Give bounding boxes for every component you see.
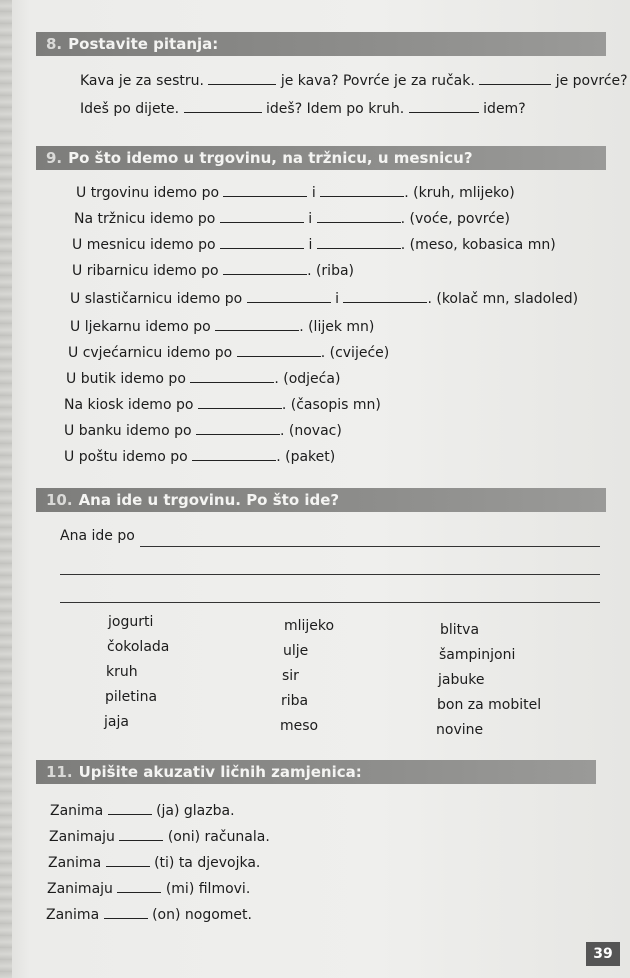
s9-row-text: U banku idemo po: [64, 423, 192, 439]
s11-row: [49, 828, 270, 845]
s11-row-blank[interactable]: [104, 906, 148, 919]
s9-row-blank-2[interactable]: [343, 290, 427, 303]
s8-line-2-blank-1[interactable]: [184, 100, 262, 113]
s9-row: [64, 396, 381, 413]
s9-row-blank[interactable]: [220, 236, 304, 249]
s11-row: [47, 880, 250, 897]
s9-row-blank-2[interactable]: [317, 210, 401, 223]
s9-row-text: U butik idemo po: [66, 371, 186, 387]
s9-row-hint: . (voće, povrće): [400, 211, 511, 227]
s9-row-blank[interactable]: [223, 184, 307, 197]
s9-row-blank[interactable]: [192, 448, 276, 461]
s9-row-blank[interactable]: [215, 318, 299, 331]
s9-row: [68, 344, 389, 361]
s9-row-hint: . (lijek mn): [299, 319, 375, 335]
s11-row-blank[interactable]: [119, 828, 163, 841]
s8-line-2-text-b: ideš? Idem po kruh.: [266, 101, 405, 117]
s8-line-2: [80, 100, 526, 117]
s9-row-hint: . (časopis mn): [281, 397, 381, 413]
page-number: 39: [586, 942, 620, 966]
s9-row-blank[interactable]: [198, 396, 282, 409]
s8-line-1-text-a: Kava je za sestru.: [80, 73, 204, 89]
s10-word: sir: [282, 668, 299, 684]
s10-word: jaja: [104, 714, 129, 730]
s9-row-conjunction: i: [311, 185, 316, 201]
s8-line-1-blank-2[interactable]: [479, 72, 551, 85]
s10-answer-line-2[interactable]: [60, 574, 600, 575]
s8-line-1-blank-1[interactable]: [208, 72, 276, 85]
s9-row-conjunction: i: [335, 291, 339, 307]
s9-row-text: U mesnicu idemo po: [72, 237, 216, 253]
section-9-header: [36, 146, 606, 170]
s9-row-conjunction: i: [308, 237, 313, 253]
s10-word: mlijeko: [284, 618, 335, 634]
s8-line-1: [80, 72, 628, 89]
s10-word: kruh: [106, 664, 138, 680]
s9-row-text: U poštu idemo po: [64, 449, 188, 465]
section-8-title: Postavite pitanja:: [68, 35, 219, 53]
s9-row-blank[interactable]: [196, 422, 280, 435]
s10-word: meso: [280, 718, 319, 734]
s11-row-text: (oni) računala.: [167, 829, 270, 845]
s9-row-text: U ljekarnu idemo po: [70, 319, 211, 335]
s9-row-blank[interactable]: [190, 370, 274, 383]
section-9-number: 9.: [46, 149, 63, 167]
s8-line-2-text-a: Ideš po dijete.: [80, 101, 180, 117]
s9-row-text: Na tržnicu idemo po: [74, 211, 216, 227]
s11-row-text: (mi) filmovi.: [165, 881, 251, 897]
s10-word: jogurti: [108, 614, 154, 630]
section-8-number: 8.: [46, 35, 63, 53]
s9-row-hint: . (odjeća): [274, 371, 341, 387]
s10-word: jabuke: [438, 672, 485, 688]
section-11-header: [36, 760, 596, 784]
s10-word: novine: [436, 722, 484, 738]
section-10-number: 10.: [46, 491, 73, 509]
s11-row-verb: Zanimaju: [47, 881, 113, 897]
s11-row-blank[interactable]: [117, 880, 161, 893]
section-9-title: Po što idemo u trgovinu, na tržnicu, u mesnicu?: [68, 149, 473, 167]
s11-row-verb: Zanima: [50, 803, 104, 819]
s11-row-verb: Zanima: [46, 907, 100, 923]
s9-row: [72, 262, 354, 279]
s10-word: bon za mobitel: [437, 697, 542, 713]
s10-word: piletina: [105, 689, 158, 705]
s11-row-text: (ti) ta djevojka.: [154, 855, 261, 871]
s10-word: riba: [281, 693, 309, 709]
s9-row-blank[interactable]: [237, 344, 321, 357]
s8-line-1-text-c: je povrće?: [555, 73, 628, 89]
s9-row-hint: . (riba): [307, 263, 354, 279]
section-11-title: Upišite akuzativ ličnih zamjenica:: [78, 763, 362, 781]
s9-row-text: U ribarnicu idemo po: [72, 263, 219, 279]
s9-row: [64, 448, 335, 465]
s9-row-blank[interactable]: [220, 210, 304, 223]
s9-row: [70, 290, 578, 307]
s9-row: [76, 184, 515, 201]
s9-row: [70, 318, 374, 335]
s10-word: ulje: [283, 643, 309, 659]
s9-row-hint: . (kruh, mlijeko): [404, 185, 515, 201]
s10-answer-line-1[interactable]: [140, 546, 600, 547]
s11-row-text: (on) nogomet.: [152, 907, 252, 923]
s9-row-conjunction: i: [308, 211, 313, 227]
s9-row-hint: . (cvijeće): [320, 345, 390, 361]
s11-row-blank[interactable]: [106, 854, 150, 867]
section-11-number: 11.: [46, 763, 73, 781]
s8-line-2-blank-2[interactable]: [409, 100, 479, 113]
s11-row: [46, 906, 252, 923]
s9-row-hint: . (kolač mn, sladoled): [427, 291, 579, 307]
s11-row-text: (ja) glazba.: [156, 803, 235, 819]
s8-line-2-text-c: idem?: [483, 101, 526, 117]
section-10-title: Ana ide u trgovinu. Po što ide?: [78, 491, 340, 509]
s11-row: [50, 802, 235, 819]
s8-line-1-text-b: je kava? Povrće je za ručak.: [280, 73, 475, 89]
s10-word: čokolada: [107, 639, 170, 655]
section-10-header: [36, 488, 606, 512]
s9-row-blank[interactable]: [223, 262, 307, 275]
s9-row-hint: . (meso, kobasica mn): [400, 237, 556, 253]
s9-row: [64, 422, 342, 439]
s9-row-text: Na kiosk idemo po: [64, 397, 194, 413]
s11-row-verb: Zanimaju: [49, 829, 115, 845]
s9-row: [74, 210, 510, 227]
s11-row-blank[interactable]: [108, 802, 152, 815]
s9-row-hint: . (paket): [276, 449, 336, 465]
s9-row-blank-2[interactable]: [317, 236, 401, 249]
s9-row-text: U trgovinu idemo po: [76, 185, 220, 201]
s9-row: [66, 370, 340, 387]
s9-row-text: U cvjećarnicu idemo po: [68, 345, 233, 361]
s11-row-verb: Zanima: [48, 855, 102, 871]
s10-answer-line-3[interactable]: [60, 602, 600, 603]
s9-row-text: U slastičarnicu idemo po: [70, 291, 243, 307]
s9-row: [72, 236, 556, 253]
s9-row-hint: . (novac): [279, 423, 342, 439]
s9-row-blank[interactable]: [247, 290, 331, 303]
page-binding-edge: [0, 0, 12, 978]
s10-word: šampinjoni: [439, 647, 516, 663]
s10-word: blitva: [440, 622, 480, 638]
s11-row: [48, 854, 260, 871]
s10-prompt: Ana ide po: [60, 528, 135, 544]
section-8-header: [36, 32, 606, 56]
s9-row-blank-2[interactable]: [320, 184, 404, 197]
